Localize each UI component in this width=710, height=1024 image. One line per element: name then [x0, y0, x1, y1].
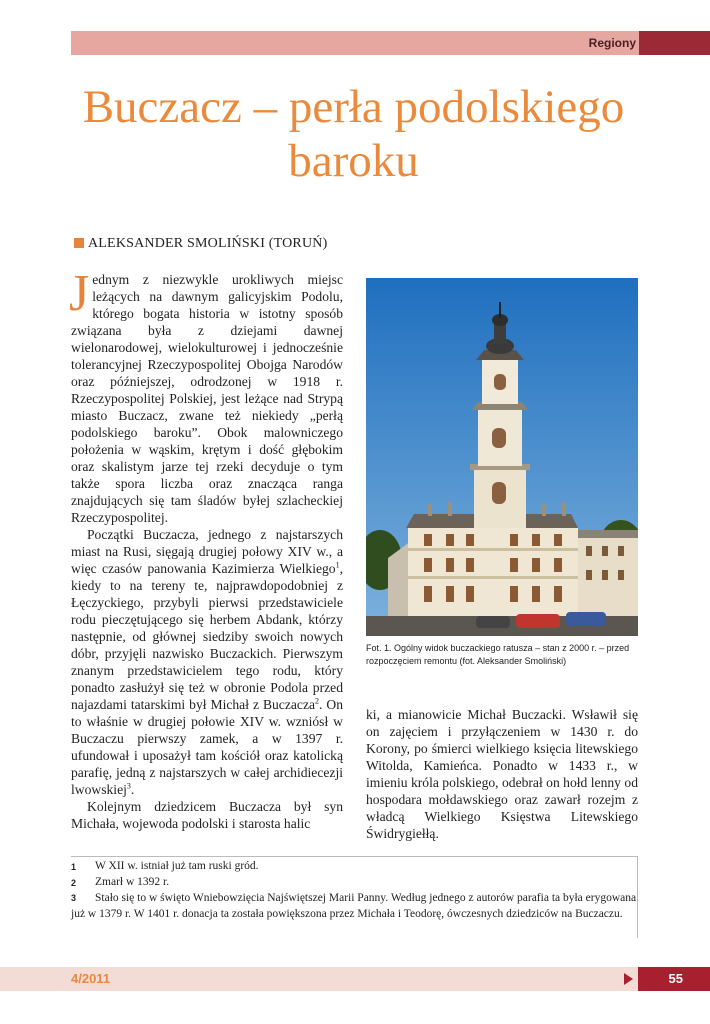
footnote-text: W XII w. istniał już tam ruski gród. — [95, 860, 259, 872]
paragraph-2-text-d: . — [130, 782, 135, 797]
article-title: Buczacz – perła podolskiego baroku — [82, 81, 625, 187]
footnote-ref-3[interactable]: 3 — [126, 781, 131, 791]
arrow-right-icon — [624, 973, 633, 985]
paragraph-2 — [71, 526, 343, 798]
footnote-ref-2[interactable]: 2 — [315, 696, 320, 706]
footnote-text: Zmarł w 1392 r. — [95, 876, 170, 888]
right-column — [366, 706, 638, 842]
paragraph-1-text: ednym z niezwykle urokliwych miejsc leżących na dawnym galicyjskim Podolu, którego bogata historia w istotny sposób związana była z dziejami dawnej wielonarodowej, wielokulturowej i jednocześnie tolerancyjnej Rzeczypospolitej Obojga Narodów oraz późniejszej, odrodzonej w 1918 r. Rzeczypospolitej Polskiej, jest leżące nad Strypą miasto Buczacz, zwane też niekiedy „perłą podolskiego baroku”. Obok malowniczego położenia w wąskim, krętym i dość głębokim oraz skalistym jarze tej rzeki decyduje o tym także spora liczba oraz znacząca ranga znajdujących się tam śladów byłej szlacheckiej Rzeczypospolitej. — [71, 272, 343, 525]
square-bullet-icon — [74, 238, 84, 248]
paragraph-3-continued: ki, a mianowicie Michał Buczacki. Wsławił się on zajęciem i przyłączeniem w 1430 r. do Korony, po śmierci wielkiego księcia litewskiego Witolda, Kamieńca. Ponadto w 1433 r., w imieniu króla polskiego, odebrał on hołd lenny od hospodara mołdawskiego oraz zawarł rozejm z władcą Wielkiego Księstwa Litewskiego Świdrygiełłą. — [366, 707, 638, 841]
paragraph-1 — [69, 265, 343, 526]
footnote-number: 3 — [71, 893, 77, 903]
footnote-1 — [71, 858, 638, 874]
paragraph-3: Kolejnym dziedzicem Buczacza był syn Michała, wojewoda podolski i starosta halic — [71, 799, 343, 831]
photo-caption: Fot. 1. Ogólny widok buczackiego ratusza – stan z 2000 r. – przed rozpoczęciem remontu (fot. Aleksander Smoliński) — [366, 643, 630, 666]
footnote-number: 2 — [71, 878, 77, 888]
paragraph-2-text-c: . On to właśnie w drugiej połowie XIV w. wzniósł w Buczaczu pierwszy zamek, a w 1397 r. ufundował i uposażył tam kościół oraz katolicką parafię, jedną z najstarszych w całej archidiecezji lwowskiej — [71, 697, 343, 797]
paragraph-2-text-b: , kiedy to na tereny te, najprawdopodobniej z Łęczyckiego, przybyli pierwsi przedstawiciele rodu pieczętującego się herbem Abdank, którzy następnie, od głównej siedziby swoich nowych dóbr, przyjęli nazwisko Buczackich. Pierwszym znanym przedstawicielem tego rodu, który ponadto zasłużył się też w obronie Podola przed najazdami tatarskimi był Michał z Buczacza — [71, 561, 343, 712]
paragraph-2-text-a: Początki Buczacza, jednego z najstarszych miast na Rusi, sięgają drugiej połowy XIV w., a więc czasów panowania Kazimierza Wielkiego — [71, 527, 343, 576]
footnote-text: Stało się to w święto Wniebowzięcia Najświętszej Marii Panny. Według jednego z autorów parafia ta była erygowana już w 1379 r. W 1401 r. donacja ta została powiększona przez Michała i Teodorę, ówczesnych dziedziców na Buczaczu. — [71, 892, 637, 920]
footnote-divider — [71, 856, 638, 857]
section-label: Regiony — [566, 31, 639, 55]
byline — [74, 236, 327, 252]
author-name: ALEKSANDER SMOLIŃSKI (TORUŃ) — [88, 236, 328, 251]
footnote-number: 1 — [71, 862, 77, 872]
left-column — [69, 265, 343, 832]
issue-number: 4/2011 — [71, 971, 111, 986]
header-bar — [71, 31, 638, 55]
page-number: 55 — [668, 971, 683, 986]
footnote-3 — [71, 890, 638, 922]
page-number-box — [638, 967, 710, 991]
footnotes — [71, 858, 638, 922]
footnote-ref-1[interactable]: 1 — [335, 560, 340, 570]
town-hall-photo — [366, 278, 638, 636]
footnote-2 — [71, 874, 638, 890]
drop-cap: J — [69, 265, 90, 322]
